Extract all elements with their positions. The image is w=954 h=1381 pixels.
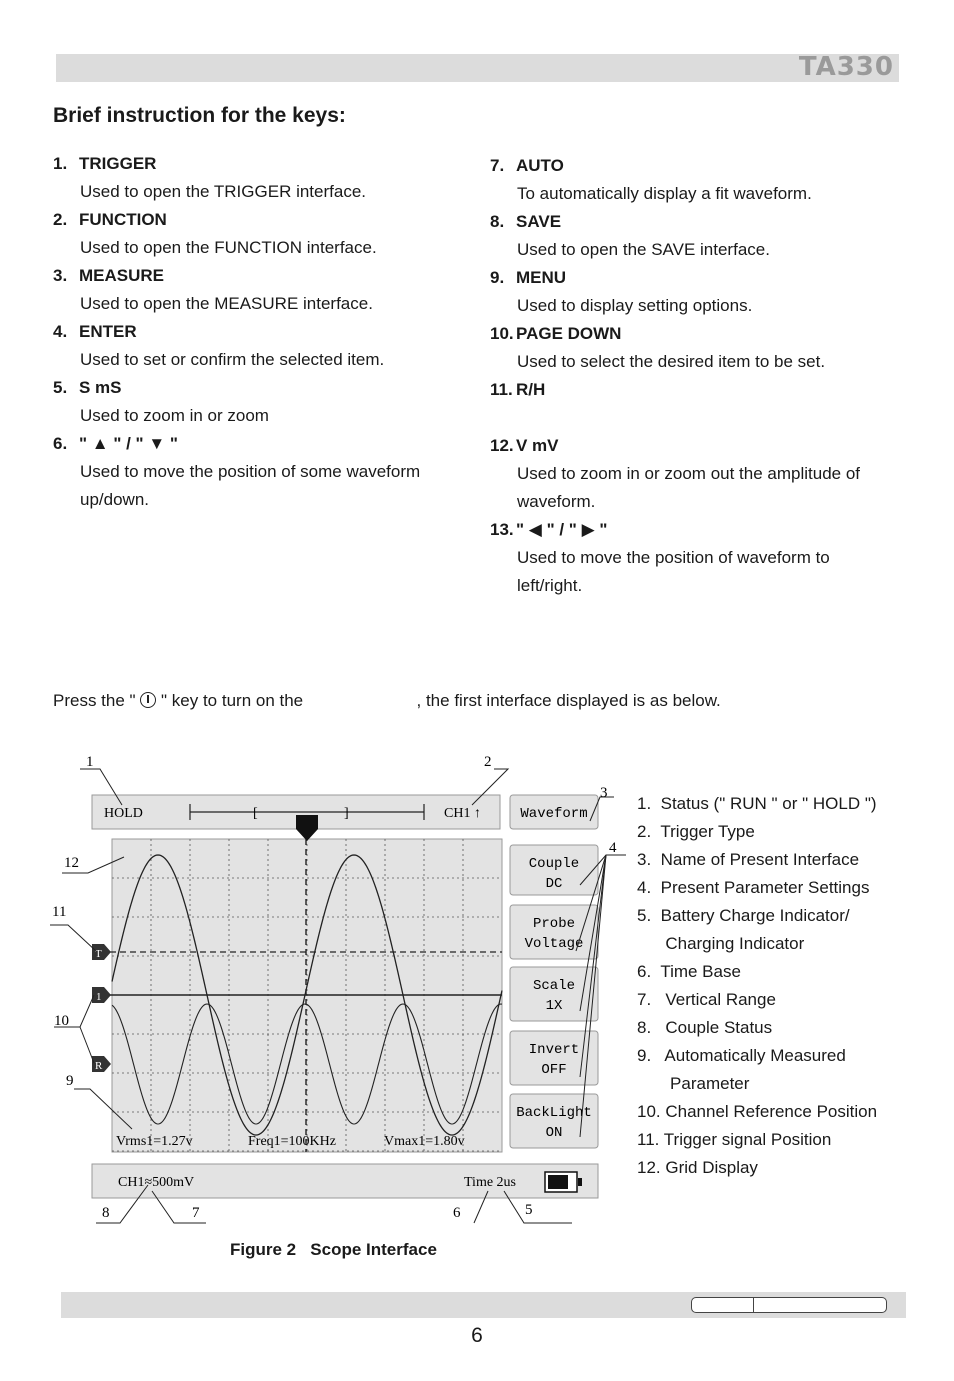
side-button-label: Scale bbox=[532, 978, 576, 994]
page-number: 6 bbox=[471, 1324, 483, 1347]
svg-text:[: [ bbox=[253, 806, 258, 821]
side-button-label: Couple bbox=[528, 856, 580, 872]
key-name: FUNCTION bbox=[79, 210, 167, 229]
key-name: " ◀ " / " ▶ " bbox=[516, 520, 608, 539]
svg-text:1: 1 bbox=[96, 991, 102, 1003]
section-title: Brief instruction for the keys: bbox=[53, 104, 346, 127]
side-button-label: Waveform bbox=[520, 806, 588, 822]
side-button-scale[interactable] bbox=[510, 967, 598, 1021]
key-heading bbox=[53, 318, 473, 346]
key-description: Used to set or confirm the selected item. bbox=[80, 350, 385, 369]
side-button-label: Probe bbox=[532, 916, 576, 932]
legend-list bbox=[637, 790, 877, 1182]
side-button-label: BackLight bbox=[516, 1105, 592, 1121]
key-name: AUTO bbox=[516, 156, 564, 175]
svg-text:R: R bbox=[95, 1060, 103, 1072]
key-heading bbox=[53, 206, 473, 234]
key-heading bbox=[490, 516, 910, 544]
key-number: 13. bbox=[490, 520, 514, 539]
vrms-readout: Vrms1=1.27v bbox=[116, 1134, 193, 1149]
svg-text:3: 3 bbox=[600, 785, 608, 801]
key-number: 5. bbox=[53, 378, 68, 397]
trigger-marker bbox=[92, 944, 111, 960]
key-name: ENTER bbox=[79, 322, 137, 341]
side-button-value: 1X bbox=[545, 998, 563, 1014]
brand-logo: TA330 bbox=[798, 52, 894, 82]
legend-item: 5. Battery Charge Indicator/ bbox=[637, 906, 850, 925]
power-instruction bbox=[53, 690, 721, 711]
legend-item: 7. Vertical Range bbox=[637, 990, 776, 1009]
battery-icon bbox=[545, 1172, 582, 1192]
key-name: TRIGGER bbox=[79, 154, 157, 173]
svg-text:6: 6 bbox=[453, 1205, 461, 1221]
svg-text:12: 12 bbox=[64, 855, 79, 871]
key-name: " ▲ " / " ▼ " bbox=[79, 434, 178, 453]
key-name: SAVE bbox=[516, 212, 562, 231]
channel-marker bbox=[92, 987, 111, 1003]
legend-item: 8. Couple Status bbox=[637, 1018, 773, 1037]
key-name: PAGE DOWN bbox=[516, 324, 622, 343]
key-number: 1. bbox=[53, 154, 68, 173]
side-button-value: DC bbox=[545, 876, 563, 892]
side-button-value: OFF bbox=[541, 1062, 567, 1078]
key-description: Used to open the TRIGGER interface. bbox=[80, 182, 366, 201]
legend-item: 11. Trigger signal Position bbox=[637, 1130, 832, 1149]
key-heading bbox=[490, 152, 910, 180]
freq-readout: Freq1=100KHz bbox=[248, 1134, 336, 1149]
time-base: Time 2us bbox=[464, 1175, 517, 1190]
footer-box bbox=[691, 1297, 887, 1313]
key-heading bbox=[53, 150, 473, 178]
key-description: Used to zoom in or zoom bbox=[80, 406, 269, 425]
side-button-value: Voltage bbox=[524, 936, 584, 952]
key-description: To automatically display a fit waveform. bbox=[517, 184, 812, 203]
key-description: Used to open the MEASURE interface. bbox=[80, 294, 373, 313]
side-button-couple[interactable] bbox=[510, 845, 598, 895]
legend-item: 2. Trigger Type bbox=[637, 822, 755, 841]
press-text-end: , the first interface displayed is as below. bbox=[416, 691, 721, 710]
legend-item: 12. Grid Display bbox=[637, 1158, 758, 1177]
key-number: 6. bbox=[53, 434, 68, 453]
reference-marker bbox=[92, 1056, 111, 1072]
svg-text:]: ] bbox=[344, 806, 349, 821]
key-description: Used to move the position of some waveform bbox=[80, 462, 421, 481]
legend-item: 3. Name of Present Interface bbox=[637, 850, 860, 869]
key-list-right bbox=[490, 152, 910, 600]
status-text: HOLD bbox=[104, 806, 143, 821]
key-number: 4. bbox=[53, 322, 68, 341]
key-name: V mV bbox=[516, 436, 559, 455]
key-description bbox=[490, 404, 910, 432]
key-number: 9. bbox=[490, 268, 505, 287]
key-heading bbox=[490, 432, 910, 460]
side-button-label: Invert bbox=[528, 1042, 580, 1058]
key-number: 8. bbox=[490, 212, 505, 231]
svg-text:11: 11 bbox=[52, 904, 67, 920]
key-description: left/right. bbox=[517, 576, 583, 595]
trigger-type: CH1 ↑ bbox=[444, 806, 481, 821]
key-description: waveform. bbox=[517, 492, 596, 511]
side-button-waveform[interactable] bbox=[510, 795, 598, 829]
key-description: Used to open the SAVE interface. bbox=[517, 240, 770, 259]
header-bar bbox=[56, 54, 899, 82]
legend-item: Charging Indicator bbox=[637, 934, 805, 953]
side-button-value: ON bbox=[545, 1125, 563, 1141]
figure-caption: Figure 2 Scope Interface bbox=[230, 1240, 437, 1259]
key-name: MENU bbox=[516, 268, 567, 287]
press-text-after: " key to turn on the bbox=[156, 691, 308, 710]
legend-item: Parameter bbox=[637, 1074, 750, 1093]
svg-text:1: 1 bbox=[86, 754, 94, 770]
key-heading bbox=[490, 208, 910, 236]
key-description: Used to display setting options. bbox=[517, 296, 753, 315]
legend-item: 10. Channel Reference Position bbox=[637, 1102, 878, 1121]
legend-item: 6. Time Base bbox=[637, 962, 741, 981]
key-number: 2. bbox=[53, 210, 68, 229]
key-heading bbox=[53, 430, 473, 458]
key-number: 7. bbox=[490, 156, 505, 175]
svg-text:10: 10 bbox=[54, 1013, 69, 1029]
key-number: 10. bbox=[490, 324, 514, 343]
key-name: R/H bbox=[516, 380, 546, 399]
key-description: Used to move the position of waveform to bbox=[517, 548, 830, 567]
key-description: Used to select the desired item to be set. bbox=[517, 352, 826, 371]
svg-text:5: 5 bbox=[525, 1202, 533, 1218]
key-list-left bbox=[53, 150, 473, 514]
side-button-probe[interactable] bbox=[510, 905, 598, 959]
legend-item: 4. Present Parameter Settings bbox=[637, 878, 870, 897]
key-heading bbox=[490, 376, 910, 404]
svg-text:9: 9 bbox=[66, 1073, 74, 1089]
key-number: 12. bbox=[490, 436, 514, 455]
key-name: MEASURE bbox=[79, 266, 165, 285]
power-icon bbox=[140, 692, 156, 708]
key-heading bbox=[490, 320, 910, 348]
key-name: S mS bbox=[79, 378, 122, 397]
legend-item: 1. Status (" RUN " or " HOLD ") bbox=[637, 794, 877, 813]
press-text-before: Press the " bbox=[53, 691, 141, 710]
key-description: Used to zoom in or zoom out the amplitude of bbox=[517, 464, 861, 483]
key-number: 11. bbox=[490, 380, 513, 399]
trigger-position-marker bbox=[296, 815, 318, 841]
key-heading bbox=[53, 374, 473, 402]
key-description: up/down. bbox=[80, 490, 149, 509]
key-heading bbox=[53, 262, 473, 290]
svg-text:T: T bbox=[95, 948, 102, 960]
svg-text:2: 2 bbox=[484, 754, 492, 770]
svg-text:8: 8 bbox=[102, 1205, 110, 1221]
key-heading bbox=[490, 264, 910, 292]
key-number: 3. bbox=[53, 266, 68, 285]
key-description: Used to open the FUNCTION interface. bbox=[80, 238, 377, 257]
vertical-range: CH1≈500mV bbox=[118, 1175, 195, 1190]
side-button-backlight[interactable] bbox=[510, 1094, 598, 1148]
scope-figure bbox=[40, 745, 630, 1235]
vmax-readout: Vmax1=1.80v bbox=[384, 1134, 465, 1149]
svg-text:7: 7 bbox=[192, 1205, 200, 1221]
legend-item: 9. Automatically Measured bbox=[637, 1046, 846, 1065]
svg-text:4: 4 bbox=[609, 840, 617, 856]
